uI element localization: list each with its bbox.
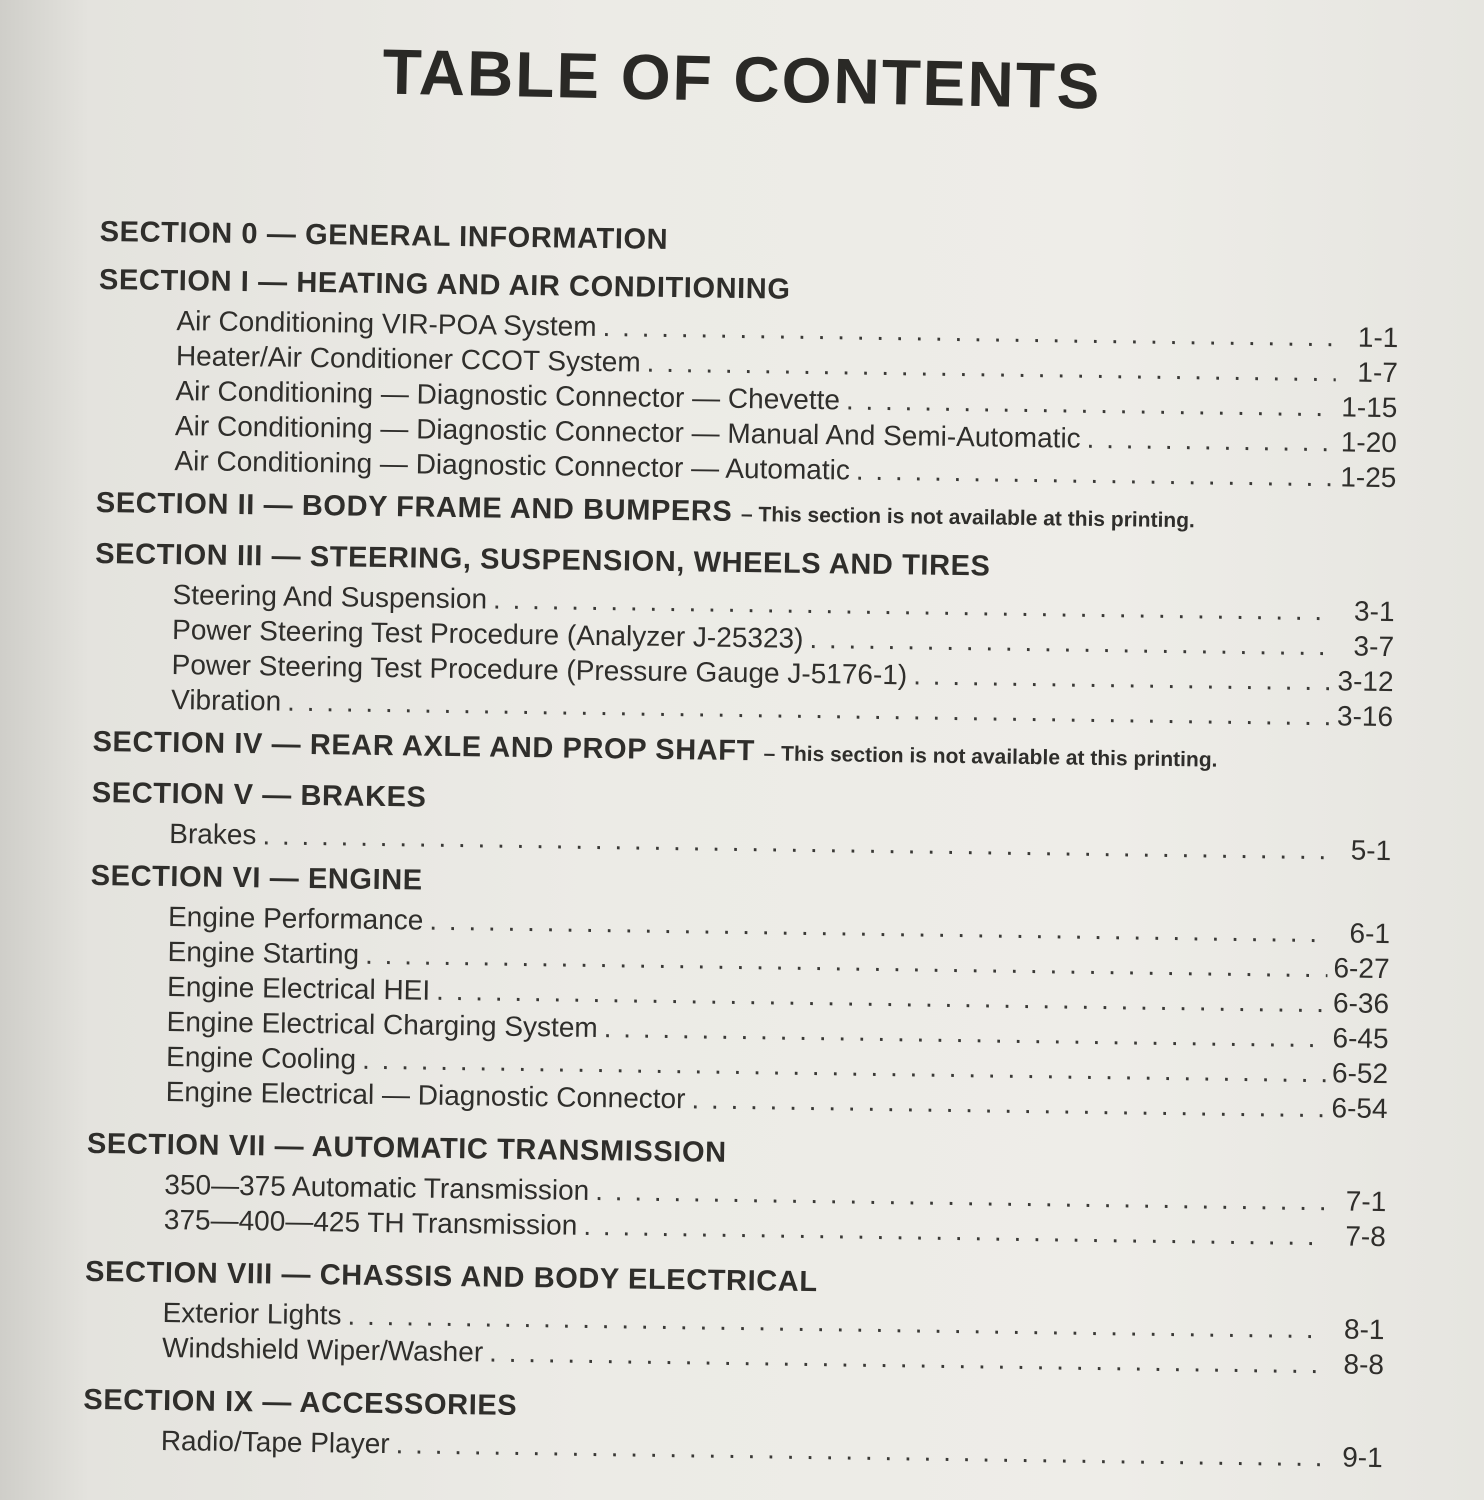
dot-leader (913, 657, 1332, 698)
section-heading-text: SECTION IX — ACCESSORIES (83, 1383, 518, 1422)
table-of-contents (83, 210, 1400, 1479)
entry-label: Vibration (170, 684, 282, 717)
entry-label: Engine Electrical HEI (166, 971, 431, 1006)
section-availability-note: – This section is not available at this printing. (740, 502, 1196, 533)
toc-section (86, 1122, 1387, 1254)
toc-section (87, 854, 1390, 1126)
entry-page-number: 6-45 (1332, 1022, 1389, 1055)
entry-label: Air Conditioning — Diagnostic Connector — Automatic (174, 445, 851, 486)
toc-section (96, 258, 1399, 495)
section-heading-text: SECTION V — BRAKES (91, 776, 427, 814)
entry-label: Radio/Tape Player (160, 1424, 390, 1460)
entry-label: Exterior Lights (162, 1296, 342, 1331)
page-title: TABLE OF CONTENTS (381, 35, 1103, 123)
entry-page-number: 6-36 (1332, 987, 1390, 1020)
entry-page-number: 3-16 (1336, 700, 1394, 733)
entry-label: Air Conditioning — Diagnostic Connector — Chevette (175, 375, 841, 416)
section-heading-text: SECTION VII — AUTOMATIC TRANSMISSION (86, 1127, 727, 1169)
entry-label: 375—400—425 TH Transmission (163, 1203, 578, 1241)
entry-page-number: 3-1 (1353, 595, 1395, 628)
entry-label: Windshield Wiper/Washer (161, 1331, 484, 1368)
entry-page-number: 7-8 (1345, 1220, 1387, 1253)
section-heading-text: SECTION III — STEERING, SUSPENSION, WHEELS AND TIRES (94, 537, 991, 583)
entry-label: Air Conditioning VIR-POA System (176, 305, 597, 342)
entry-label: Engine Cooling (165, 1041, 357, 1075)
entry-page-number: 8-1 (1343, 1313, 1385, 1346)
entry-page-number: 1-25 (1340, 461, 1397, 494)
entry-page-number: 9-1 (1342, 1441, 1383, 1474)
entry-page-number: 7-1 (1345, 1185, 1387, 1218)
entry-page-number: 8-8 (1343, 1348, 1385, 1381)
entry-page-number: 6-52 (1331, 1057, 1389, 1090)
entry-page-number: 3-7 (1353, 630, 1395, 663)
section-heading-text: SECTION VIII — CHASSIS AND BODY ELECTRICAL (84, 1255, 818, 1299)
entry-label: Brakes (169, 818, 257, 851)
entry-page-number: 5-1 (1350, 834, 1392, 867)
section-heading-text: SECTION 0 — GENERAL INFORMATION (99, 215, 669, 256)
entry-page-number: 3-12 (1337, 665, 1394, 698)
toc-section (84, 1250, 1385, 1382)
entry-label: Engine Starting (167, 936, 360, 970)
entry-page-number: 6-54 (1331, 1092, 1388, 1125)
dot-leader (856, 453, 1335, 495)
entry-label: Air Conditioning — Diagnostic Connector — Manual And Semi-Automatic (174, 410, 1081, 454)
section-heading-text: SECTION I — HEATING AND AIR CONDITIONING (98, 263, 791, 306)
section-heading-text: SECTION VI — ENGINE (90, 859, 423, 897)
entry-label: Heater/Air Conditioner CCOT System (175, 340, 641, 378)
entry-page-number: 1-15 (1341, 391, 1398, 424)
section-availability-note: – This section is not available at this printing. (763, 742, 1218, 772)
dot-leader (1086, 421, 1335, 459)
entry-page-number: 1-7 (1357, 356, 1399, 389)
entry-page-number: 1-1 (1357, 321, 1399, 354)
entry-label: Power Steering Test Procedure (Analyzer J-25323) (171, 614, 804, 654)
entry-label: 350—375 Automatic Transmission (164, 1168, 590, 1206)
entry-page-number: 6-27 (1333, 952, 1390, 985)
entry-label: Steering And Suspension (172, 579, 488, 615)
section-heading-text: SECTION IV — REAR AXLE AND PROP SHAFT (92, 725, 756, 768)
section-heading-text: SECTION II — BODY FRAME AND BUMPERS (95, 486, 733, 528)
entry-page-number: 6-1 (1349, 917, 1391, 950)
entry-label: Engine Electrical Charging System (166, 1006, 598, 1044)
entry-label: Engine Electrical — Diagnostic Connector (165, 1076, 686, 1115)
entry-label: Engine Performance (167, 901, 424, 936)
toc-section (93, 532, 1395, 734)
entry-page-number: 1-20 (1340, 426, 1398, 459)
entry-label: Power Steering Test Procedure (Pressure Gauge J-5176-1) (171, 649, 908, 691)
